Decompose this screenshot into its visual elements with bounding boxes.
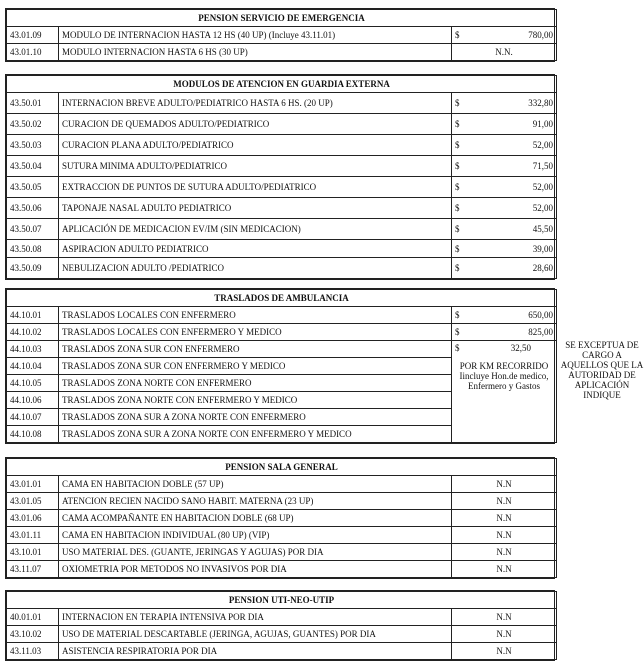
row-price: N.N. [452, 44, 557, 61]
row-price: N.N [452, 476, 557, 493]
row-code: 43.01.01 [7, 476, 59, 493]
table-row [7, 198, 557, 219]
currency-symbol: $ [455, 343, 460, 353]
row-code: 44.10.05 [7, 375, 59, 392]
price-value: 825,00 [528, 327, 554, 337]
row-price [452, 93, 557, 114]
row-price [452, 135, 557, 156]
section-title: TRASLADOS DE AMBULANCIA [7, 290, 557, 307]
currency-symbol: $ [455, 224, 460, 234]
table-row [7, 135, 557, 156]
table-row [7, 476, 557, 493]
row-price [452, 240, 557, 258]
row-code: 43.50.01 [7, 93, 59, 114]
row-code: 43.01.09 [7, 27, 59, 44]
row-code: 43.50.03 [7, 135, 59, 156]
row-code: 44.10.03 [7, 341, 59, 358]
table-row [7, 114, 557, 135]
row-desc: TRASLADOS ZONA SUR CON ENFERMERO Y MEDICO [59, 358, 452, 375]
row-desc: TRASLADOS ZONA NORTE CON ENFERMERO [59, 375, 452, 392]
row-desc: USO DE MATERIAL DESCARTABLE (JERINGA, AGUJAS, GUANTES) POR DIA [59, 626, 452, 643]
price-value: 780,00 [528, 30, 554, 40]
price-value: 52,00 [532, 203, 554, 213]
row-price: N.N [452, 626, 557, 643]
row-desc: NEBULIZACION ADULTO /PEDIATRICO [59, 258, 452, 279]
row-price [452, 156, 557, 177]
table-row [7, 341, 557, 358]
row-desc: CAMA EN HABITACION INDIVIDUAL (80 UP) (VIP) [59, 527, 452, 544]
row-price [452, 258, 557, 279]
price-value: 71,50 [532, 161, 554, 171]
price-value: 650,00 [528, 310, 554, 320]
table-row [7, 219, 557, 240]
currency-symbol: $ [455, 119, 460, 129]
row-price: N.N [452, 544, 557, 561]
row-code: 43.50.07 [7, 219, 59, 240]
row-price: N.N [452, 527, 557, 544]
row-desc: TAPONAJE NASAL ADULTO PEDIATRICO [59, 198, 452, 219]
row-desc: TRASLADOS LOCALES CON ENFERMERO [59, 307, 452, 324]
row-desc: TRASLADOS LOCALES CON ENFERMERO Y MEDICO [59, 324, 452, 341]
currency-symbol: $ [455, 182, 460, 192]
row-code: 43.01.06 [7, 510, 59, 527]
table-row [7, 493, 557, 510]
table-row [7, 27, 557, 44]
currency-symbol: $ [455, 310, 460, 320]
table-row [7, 177, 557, 198]
row-code: 43.01.10 [7, 44, 59, 61]
row-code: 43.11.07 [7, 561, 59, 578]
price-value: 39,00 [532, 243, 554, 254]
row-code: 44.10.08 [7, 426, 59, 443]
currency-symbol: $ [455, 161, 460, 171]
row-desc: TRASLADOS ZONA SUR A ZONA NORTE CON ENFERMERO [59, 409, 452, 426]
price-value: 28,60 [532, 263, 554, 273]
table-row [7, 258, 557, 279]
row-desc: CURACION DE QUEMADOS ADULTO/PEDIATRICO [59, 114, 452, 135]
row-code: 43.01.11 [7, 527, 59, 544]
row-price [452, 198, 557, 219]
row-code: 43.50.09 [7, 258, 59, 279]
row-price: N.N [452, 510, 557, 527]
row-price [452, 324, 557, 341]
price-value: 52,00 [532, 182, 554, 192]
section-traslados [5, 288, 555, 444]
section-title: PENSION SERVICIO DE EMERGENCIA [7, 10, 557, 27]
row-code: 44.10.07 [7, 409, 59, 426]
row-code: 43.50.08 [7, 240, 59, 258]
table-row [7, 609, 557, 626]
currency-symbol: $ [455, 203, 460, 213]
table-row [7, 324, 557, 341]
row-code: 43.50.04 [7, 156, 59, 177]
row-desc: CAMA ACOMPAÑANTE EN HABITACION DOBLE (68 UP) [59, 510, 452, 527]
row-desc: OXIOMETRIA POR METODOS NO INVASIVOS POR DIA [59, 561, 452, 578]
table-row [7, 240, 557, 258]
table-row [7, 544, 557, 561]
table-row [7, 44, 557, 61]
row-code: 43.50.05 [7, 177, 59, 198]
row-price [452, 177, 557, 198]
price-value: 52,00 [532, 140, 554, 150]
section-sala-general [5, 457, 555, 579]
row-price [452, 27, 557, 44]
table-row [7, 307, 557, 324]
currency-symbol: $ [455, 263, 460, 273]
row-price [452, 307, 557, 324]
price-value: 332,80 [528, 98, 554, 108]
price-value: 91,00 [532, 119, 554, 129]
row-desc: ATENCION RECIEN NACIDO SANO HABIT. MATERNA (23 UP) [59, 493, 452, 510]
table-row [7, 527, 557, 544]
row-code: 44.10.06 [7, 392, 59, 409]
currency-symbol: $ [455, 30, 460, 40]
row-price-block [452, 341, 557, 443]
row-code: 43.11.03 [7, 643, 59, 660]
row-desc: APLICACIÓN DE MEDICACION EV/IM (SIN MEDICACION) [59, 219, 452, 240]
table-row [7, 626, 557, 643]
table-row [7, 93, 557, 114]
row-desc: TRASLADOS ZONA SUR A ZONA NORTE CON ENFERMERO Y MEDICO [59, 426, 452, 443]
section-title: PENSION UTI-NEO-UTIP [7, 592, 557, 609]
table-row [7, 643, 557, 660]
price-value: 45,50 [532, 224, 554, 234]
table-row [7, 561, 557, 578]
section-guardia-externa [5, 74, 555, 280]
section-uti-neo-utip [5, 590, 555, 661]
row-desc: CURACION PLANA ADULTO/PEDIATRICO [59, 135, 452, 156]
row-desc: MODULO DE INTERNACION HASTA 12 HS (40 UP) (Incluye 43.11.01) [59, 27, 452, 44]
row-code: 43.10.02 [7, 626, 59, 643]
row-code: 43.50.06 [7, 198, 59, 219]
section-emergencia [5, 8, 555, 62]
row-code: 44.10.01 [7, 307, 59, 324]
per-km-note: POR KM RECORRIDO Iincluye Hon.de medico, Enfermero y Gastos [459, 361, 549, 391]
row-desc: ASISTENCIA RESPIRATORIA POR DIA [59, 643, 452, 660]
currency-symbol: $ [455, 140, 460, 150]
price-value: 32,50 [510, 343, 532, 353]
row-code: 44.10.04 [7, 358, 59, 375]
table-row [7, 156, 557, 177]
row-price: N.N [452, 643, 557, 660]
row-desc: CAMA EN HABITACION DOBLE (57 UP) [59, 476, 452, 493]
row-code: 40.01.01 [7, 609, 59, 626]
row-desc: INTERNACION EN TERAPIA INTENSIVA POR DIA [59, 609, 452, 626]
exception-note: SE EXCEPTUA DE CARGO A AQUELLOS QUE LA AUTORIDAD DE APLICACIÓN INDIQUE [560, 340, 644, 400]
row-desc: USO MATERIAL DES. (GUANTE, JERINGAS Y AGUJAS) POR DIA [59, 544, 452, 561]
currency-symbol: $ [455, 327, 460, 337]
table-row [7, 510, 557, 527]
row-desc: INTERNACION BREVE ADULTO/PEDIATRICO HASTA 6 HS. (20 UP) [59, 93, 452, 114]
currency-symbol: $ [455, 243, 460, 254]
row-desc: TRASLADOS ZONA SUR CON ENFERMERO [59, 341, 452, 358]
currency-symbol: $ [455, 98, 460, 108]
row-code: 43.01.05 [7, 493, 59, 510]
row-code: 43.10.01 [7, 544, 59, 561]
section-title: MODULOS DE ATENCION EN GUARDIA EXTERNA [7, 76, 557, 93]
row-code: 43.50.02 [7, 114, 59, 135]
section-title: PENSION SALA GENERAL [7, 459, 557, 476]
row-price: N.N [452, 493, 557, 510]
row-desc: ASPIRACION ADULTO PEDIATRICO [59, 240, 452, 258]
row-desc: SUTURA MINIMA ADULTO/PEDIATRICO [59, 156, 452, 177]
row-price [452, 114, 557, 135]
row-desc: EXTRACCION DE PUNTOS DE SUTURA ADULTO/PEDIATRICO [59, 177, 452, 198]
row-desc: MODULO INTERNACION HASTA 6 HS (30 UP) [59, 44, 452, 61]
row-price: N.N [452, 609, 557, 626]
row-desc: TRASLADOS ZONA NORTE CON ENFERMERO Y MEDICO [59, 392, 452, 409]
row-code: 44.10.02 [7, 324, 59, 341]
row-price: N.N [452, 561, 557, 578]
row-price [452, 219, 557, 240]
